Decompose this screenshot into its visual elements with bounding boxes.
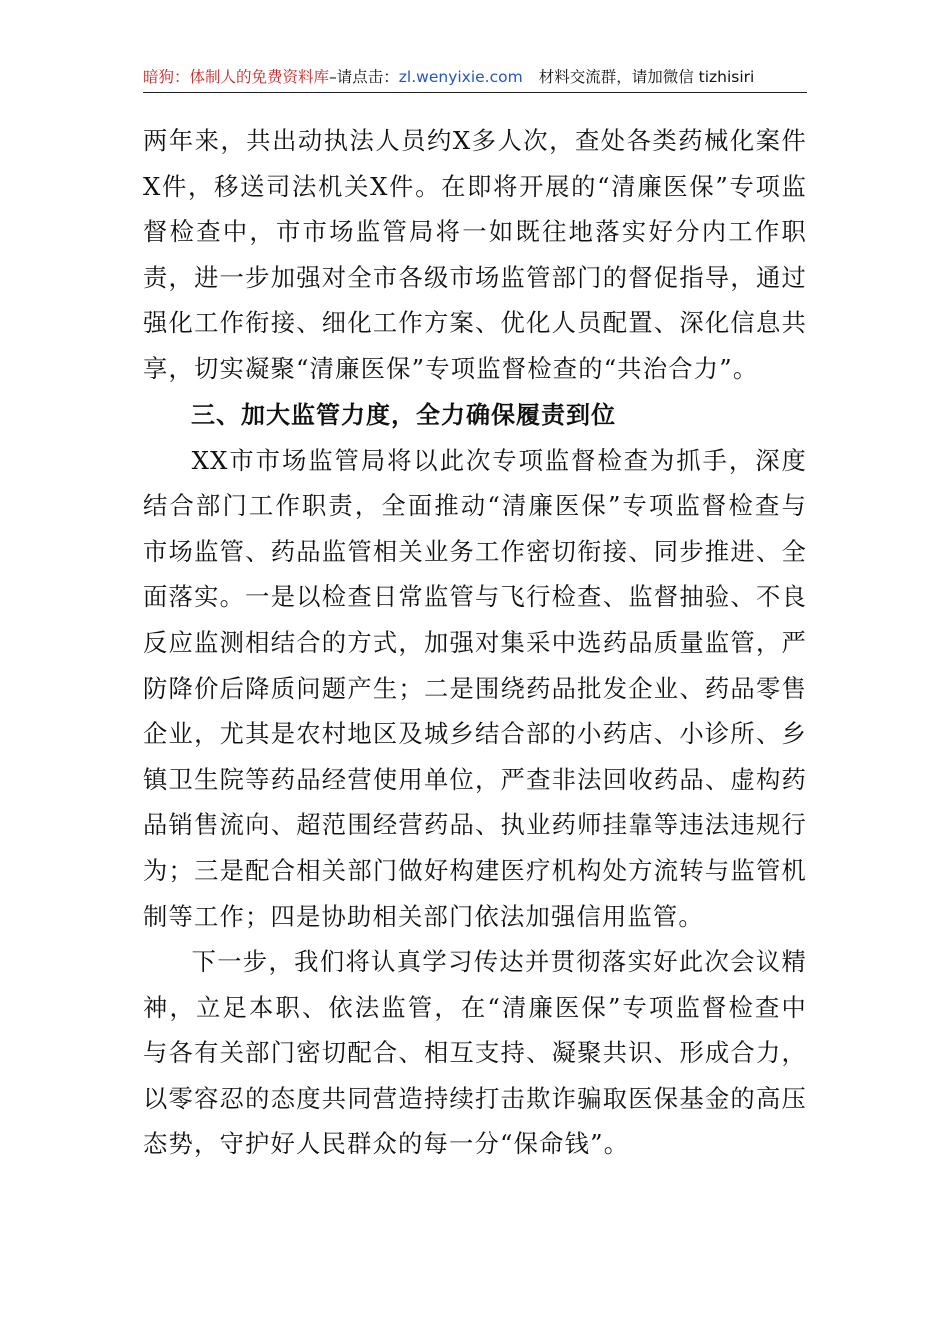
paragraph-continued: 两年来，共出动执法人员约X多人次，查处各类药械化案件X件，移送司法机关X件。在即将开展的“清廉医保”专项监督检查中，市市场监管局将一如既往地落实好分内工作职责，进一步加强对全市各级市场监管部门的督促指导，通过强化工作衔接、细化工作方案、优化人员配置、深化信息共享，切实凝聚“清廉医保”专项监督检查的“共治合力”。 <box>143 126 807 383</box>
header-link[interactable]: zl.wenyixie.com <box>398 68 523 86</box>
header-brand: 暗狗：体制人的免费资料库 <box>143 68 330 86</box>
paragraph-next-steps: 下一步，我们将认真学习传达并贯彻落实好此次会议精神，立足本职、依法监管，在“清廉医保”专项监督检查中与各有关部门密切配合、相互支持、凝聚共识、形成合力，以零容忍的态度共同营造持续打击欺诈骗取医保基金的高压态势，守护好人民群众的每一分“保命钱”。 <box>143 947 807 1159</box>
paragraph-supervision: XX市市场监管局将以此次专项监督检查为抓手，深度结合部门工作职责，全面推动“清廉医保”专项监督检查与市场监管、药品监管相关业务工作密切衔接、同步推进、全面落实。一是以检查日常监管与飞行检查、监督抽验、不良反应监测相结合的方式，加强对集采中选药品质量监管，严防降价后降质问题产生；二是围绕药品批发企业、药品零售企业，尤其是农村地区及城乡结合部的小药店、小诊所、乡镇卫生院等药品经营使用单位，严查非法回收药品、虚构药品销售流向、超范围经营药品、执业药师挂靠等违法违规行为；三是配合相关部门做好构建医疗机构处方流转与监管机制等工作；四是协助相关部门依法加强信用监管。 <box>143 445 807 931</box>
header-group-note: 材料交流群，请加微信 tizhisiri <box>538 68 755 86</box>
document-body <box>143 118 807 1167</box>
page-header <box>143 62 807 93</box>
header-prompt: –请点击： <box>329 68 399 86</box>
section-heading-3: 三、加大监管力度，全力确保履责到位 <box>191 400 616 429</box>
